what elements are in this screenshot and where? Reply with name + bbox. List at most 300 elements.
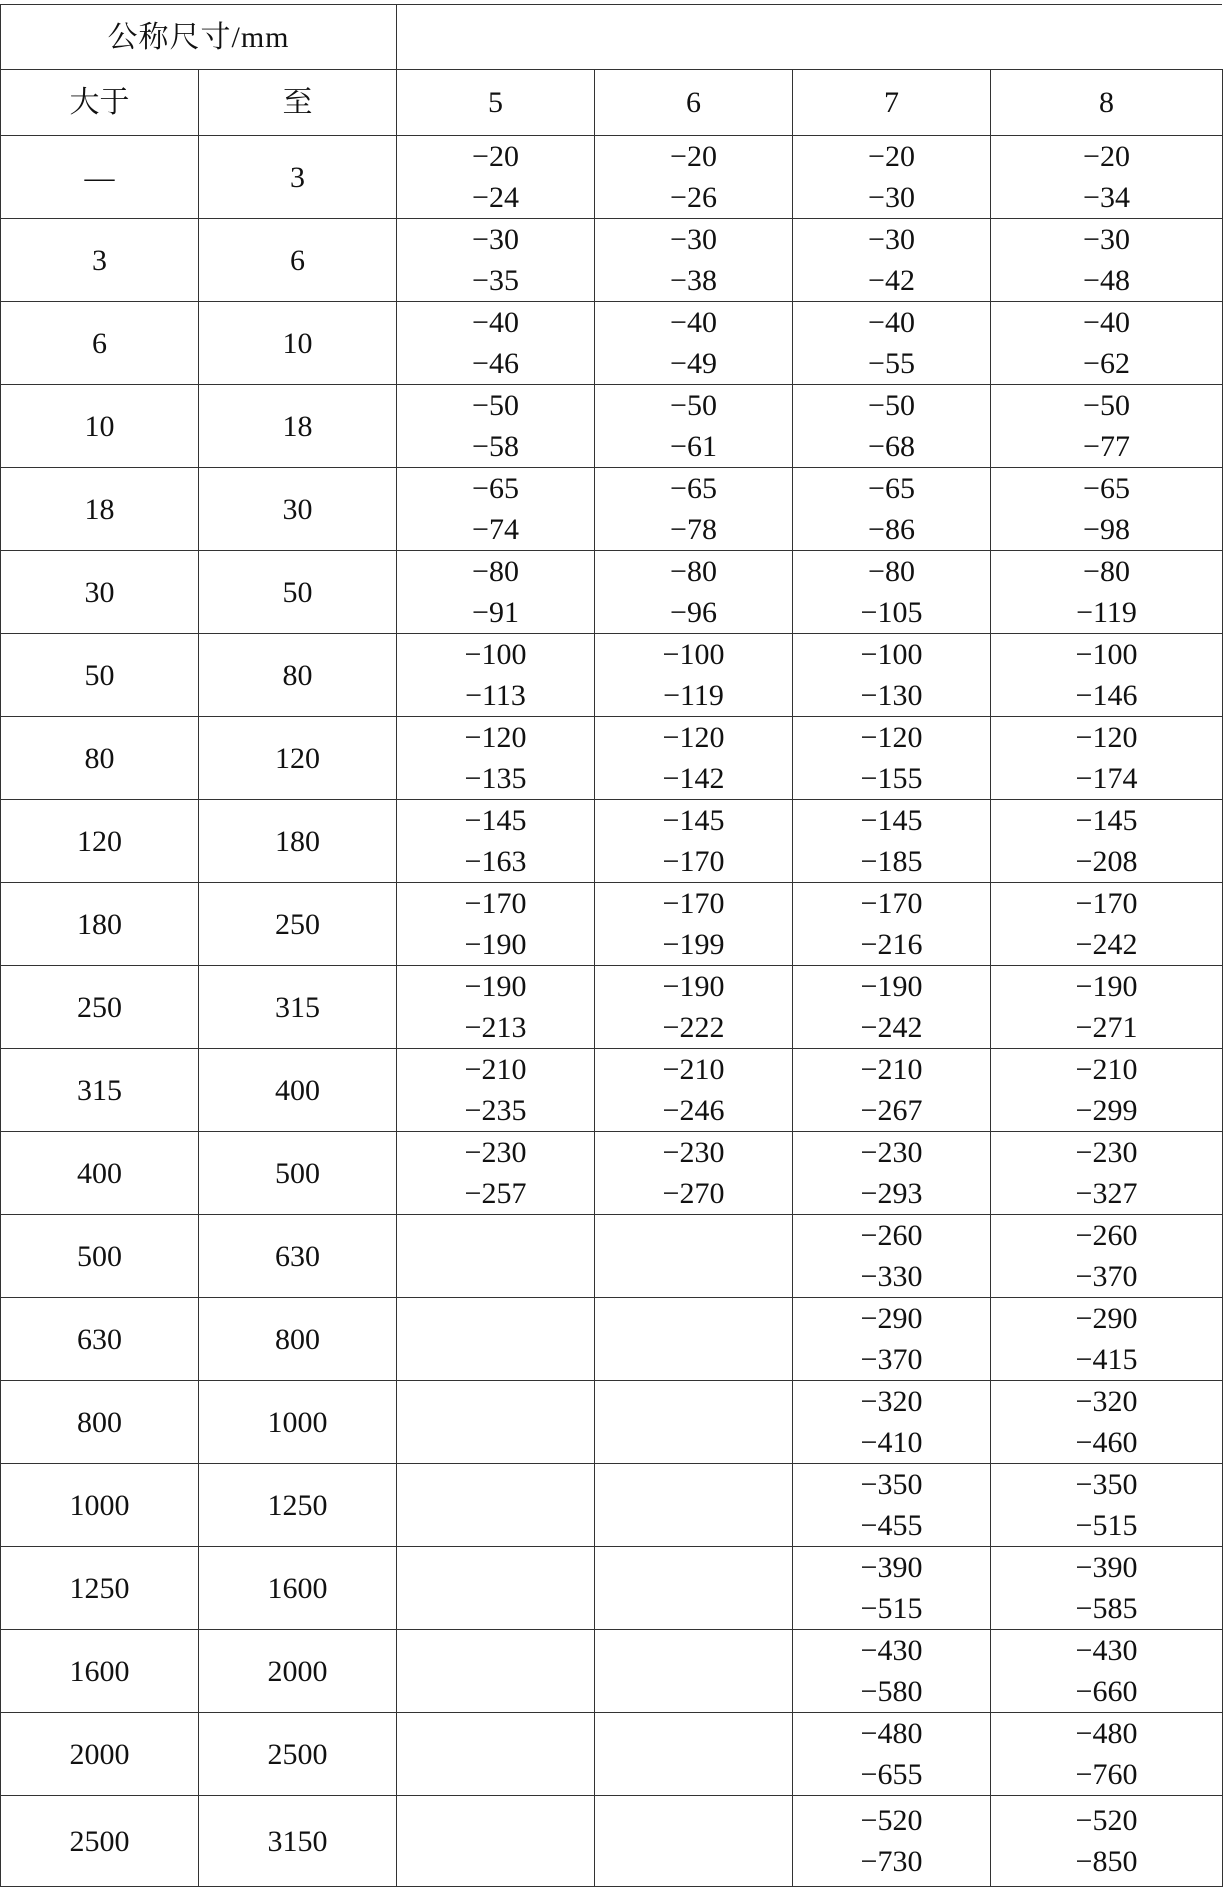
upper-deviation: −210 bbox=[860, 1053, 923, 1086]
upto-header: 至 bbox=[199, 70, 397, 136]
deviation-cell-g7 bbox=[793, 1049, 991, 1132]
grade-header-blank bbox=[397, 5, 1223, 70]
upto-cell: 50 bbox=[199, 551, 397, 634]
upper-deviation: −170 bbox=[860, 887, 923, 920]
deviation-cell-g6 bbox=[595, 1381, 793, 1464]
upto-cell: 30 bbox=[199, 468, 397, 551]
deviation-cell-g7 bbox=[793, 717, 991, 800]
lower-deviation: −42 bbox=[868, 264, 915, 297]
lower-deviation: −91 bbox=[472, 596, 519, 629]
deviation-cell-g8 bbox=[991, 800, 1223, 883]
upper-deviation: −210 bbox=[1075, 1053, 1138, 1086]
table-row bbox=[1, 800, 1223, 883]
deviation-cell-g5 bbox=[397, 302, 595, 385]
upper-deviation: −50 bbox=[868, 389, 915, 422]
deviation-cell-g5 bbox=[397, 717, 595, 800]
deviation-cell-g7 bbox=[793, 302, 991, 385]
deviation-cell-g6 bbox=[595, 136, 793, 219]
lower-deviation: −327 bbox=[1075, 1177, 1138, 1210]
deviation-pair bbox=[397, 800, 594, 882]
upper-deviation: −80 bbox=[868, 555, 915, 588]
deviation-pair bbox=[793, 1298, 990, 1380]
deviation-pair bbox=[793, 966, 990, 1048]
lower-deviation: −48 bbox=[1083, 264, 1130, 297]
upper-deviation: −290 bbox=[860, 1302, 923, 1335]
deviation-pair bbox=[991, 1298, 1222, 1380]
upper-deviation: −65 bbox=[472, 472, 519, 505]
lower-deviation: −155 bbox=[860, 762, 923, 795]
table-row bbox=[1, 468, 1223, 551]
upper-deviation: −30 bbox=[670, 223, 717, 256]
over-cell: 80 bbox=[1, 717, 199, 800]
table-row bbox=[1, 302, 1223, 385]
lower-deviation: −271 bbox=[1075, 1011, 1138, 1044]
deviation-cell-g6 bbox=[595, 883, 793, 966]
over-cell: 250 bbox=[1, 966, 199, 1049]
deviation-pair bbox=[991, 1132, 1222, 1214]
lower-deviation: −61 bbox=[670, 430, 717, 463]
lower-deviation: −515 bbox=[1075, 1509, 1138, 1542]
deviation-pair bbox=[793, 1215, 990, 1297]
upto-cell: 80 bbox=[199, 634, 397, 717]
lower-deviation: −460 bbox=[1075, 1426, 1138, 1459]
deviation-cell-g7 bbox=[793, 468, 991, 551]
lower-deviation: −208 bbox=[1075, 845, 1138, 878]
deviation-pair bbox=[595, 1049, 792, 1131]
deviation-pair bbox=[397, 1049, 594, 1131]
deviation-cell-g6 bbox=[595, 551, 793, 634]
upper-deviation: −100 bbox=[1075, 638, 1138, 671]
deviation-pair bbox=[595, 717, 792, 799]
lower-deviation: −580 bbox=[860, 1675, 923, 1708]
lower-deviation: −293 bbox=[860, 1177, 923, 1210]
upper-deviation: −230 bbox=[860, 1136, 923, 1169]
deviation-cell-g8 bbox=[991, 302, 1223, 385]
lower-deviation: −74 bbox=[472, 513, 519, 546]
nominal-size-header: 公称尺寸/mm bbox=[1, 5, 397, 70]
table-row bbox=[1, 1630, 1223, 1713]
deviation-pair bbox=[991, 302, 1222, 384]
lower-deviation: −142 bbox=[662, 762, 725, 795]
upper-deviation: −40 bbox=[670, 306, 717, 339]
upper-deviation: −20 bbox=[472, 140, 519, 173]
deviation-cell-g8 bbox=[991, 634, 1223, 717]
deviation-cell-g8 bbox=[991, 1049, 1223, 1132]
upto-cell: 250 bbox=[199, 883, 397, 966]
upto-cell: 2000 bbox=[199, 1630, 397, 1713]
lower-deviation: −46 bbox=[472, 347, 519, 380]
over-cell: 500 bbox=[1, 1215, 199, 1298]
lower-deviation: −135 bbox=[464, 762, 527, 795]
upper-deviation: −80 bbox=[472, 555, 519, 588]
lower-deviation: −199 bbox=[662, 928, 725, 961]
deviation-cell-g5 bbox=[397, 1298, 595, 1381]
deviation-cell-g8 bbox=[991, 1464, 1223, 1547]
deviation-pair bbox=[991, 1381, 1222, 1463]
lower-deviation: −35 bbox=[472, 264, 519, 297]
lower-deviation: −119 bbox=[663, 679, 724, 712]
deviation-cell-g5 bbox=[397, 1132, 595, 1215]
over-cell: 400 bbox=[1, 1132, 199, 1215]
deviation-cell-g8 bbox=[991, 136, 1223, 219]
upper-deviation: −80 bbox=[670, 555, 717, 588]
over-cell: 180 bbox=[1, 883, 199, 966]
lower-deviation: −130 bbox=[860, 679, 923, 712]
deviation-cell-g5 bbox=[397, 136, 595, 219]
over-cell: 1250 bbox=[1, 1547, 199, 1630]
lower-deviation: −163 bbox=[464, 845, 527, 878]
deviation-pair bbox=[397, 966, 594, 1048]
upper-deviation: −230 bbox=[464, 1136, 527, 1169]
deviation-cell-g8 bbox=[991, 468, 1223, 551]
deviation-pair bbox=[793, 1381, 990, 1463]
lower-deviation: −216 bbox=[860, 928, 923, 961]
lower-deviation: −515 bbox=[860, 1592, 923, 1625]
deviation-pair bbox=[991, 136, 1222, 218]
deviation-pair bbox=[595, 468, 792, 550]
upto-cell: 800 bbox=[199, 1298, 397, 1381]
upper-deviation: −390 bbox=[1075, 1551, 1138, 1584]
deviation-pair bbox=[595, 136, 792, 218]
lower-deviation: −850 bbox=[1075, 1845, 1138, 1878]
deviation-cell-g6 bbox=[595, 468, 793, 551]
deviation-cell-g6 bbox=[595, 966, 793, 1049]
lower-deviation: −26 bbox=[670, 181, 717, 214]
deviation-pair bbox=[793, 468, 990, 550]
lower-deviation: −96 bbox=[670, 596, 717, 629]
deviation-cell-g5 bbox=[397, 800, 595, 883]
upto-cell: 500 bbox=[199, 1132, 397, 1215]
deviation-pair bbox=[991, 551, 1222, 633]
table-row bbox=[1, 136, 1223, 219]
deviation-cell-g7 bbox=[793, 551, 991, 634]
upper-deviation: −50 bbox=[1083, 389, 1130, 422]
lower-deviation: −113 bbox=[465, 679, 526, 712]
deviation-cell-g5 bbox=[397, 883, 595, 966]
upper-deviation: −65 bbox=[670, 472, 717, 505]
upper-deviation: −100 bbox=[662, 638, 725, 671]
upto-cell: 3 bbox=[199, 136, 397, 219]
deviation-cell-g7 bbox=[793, 800, 991, 883]
upper-deviation: −170 bbox=[464, 887, 527, 920]
upper-deviation: −320 bbox=[1075, 1385, 1138, 1418]
deviation-pair bbox=[793, 1132, 990, 1214]
upper-deviation: −30 bbox=[868, 223, 915, 256]
table-row bbox=[1, 1298, 1223, 1381]
lower-deviation: −55 bbox=[868, 347, 915, 380]
over-cell: 800 bbox=[1, 1381, 199, 1464]
lower-deviation: −655 bbox=[860, 1758, 923, 1791]
deviation-pair bbox=[793, 385, 990, 467]
lower-deviation: −24 bbox=[472, 181, 519, 214]
grade-7-header: 7 bbox=[793, 70, 991, 136]
upper-deviation: −520 bbox=[860, 1804, 923, 1837]
deviation-pair bbox=[595, 385, 792, 467]
deviation-pair bbox=[991, 385, 1222, 467]
deviation-cell-g7 bbox=[793, 1547, 991, 1630]
lower-deviation: −38 bbox=[670, 264, 717, 297]
lower-deviation: −174 bbox=[1075, 762, 1138, 795]
lower-deviation: −299 bbox=[1075, 1094, 1138, 1127]
deviation-cell-g6 bbox=[595, 1630, 793, 1713]
deviation-pair bbox=[793, 1049, 990, 1131]
header-row-sub bbox=[1, 70, 1223, 136]
upper-deviation: −40 bbox=[472, 306, 519, 339]
deviation-cell-g8 bbox=[991, 717, 1223, 800]
lower-deviation: −730 bbox=[860, 1845, 923, 1878]
upper-deviation: −120 bbox=[1075, 721, 1138, 754]
upper-deviation: −190 bbox=[1075, 970, 1138, 1003]
over-cell: 18 bbox=[1, 468, 199, 551]
deviation-cell-g8 bbox=[991, 1713, 1223, 1796]
deviation-cell-g6 bbox=[595, 1215, 793, 1298]
lower-deviation: −170 bbox=[662, 845, 725, 878]
table-row bbox=[1, 1049, 1223, 1132]
upper-deviation: −145 bbox=[464, 804, 527, 837]
deviation-pair bbox=[793, 634, 990, 716]
deviation-cell-g8 bbox=[991, 1547, 1223, 1630]
over-cell: 30 bbox=[1, 551, 199, 634]
deviation-cell-g7 bbox=[793, 385, 991, 468]
upto-cell: 2500 bbox=[199, 1713, 397, 1796]
deviation-cell-g7 bbox=[793, 1381, 991, 1464]
deviation-cell-g5 bbox=[397, 219, 595, 302]
deviation-cell-g6 bbox=[595, 1464, 793, 1547]
deviation-cell-g7 bbox=[793, 136, 991, 219]
lower-deviation: −660 bbox=[1075, 1675, 1138, 1708]
lower-deviation: −146 bbox=[1075, 679, 1138, 712]
deviation-pair bbox=[595, 551, 792, 633]
deviation-cell-g6 bbox=[595, 1298, 793, 1381]
upto-cell: 1250 bbox=[199, 1464, 397, 1547]
deviation-pair bbox=[793, 136, 990, 218]
deviation-cell-g5 bbox=[397, 385, 595, 468]
deviation-cell-g7 bbox=[793, 1713, 991, 1796]
over-cell: — bbox=[1, 136, 199, 219]
deviation-pair bbox=[793, 1800, 990, 1882]
deviation-pair bbox=[397, 551, 594, 633]
lower-deviation: −68 bbox=[868, 430, 915, 463]
deviation-cell-g5 bbox=[397, 1381, 595, 1464]
lower-deviation: −585 bbox=[1075, 1592, 1138, 1625]
upper-deviation: −390 bbox=[860, 1551, 923, 1584]
deviation-pair bbox=[397, 219, 594, 301]
lower-deviation: −267 bbox=[860, 1094, 923, 1127]
table-row bbox=[1, 1796, 1223, 1887]
grade-5-header: 5 bbox=[397, 70, 595, 136]
grade-8-header: 8 bbox=[991, 70, 1223, 136]
deviation-pair bbox=[991, 717, 1222, 799]
deviation-cell-g8 bbox=[991, 1381, 1223, 1464]
deviation-pair bbox=[595, 634, 792, 716]
deviation-pair bbox=[397, 136, 594, 218]
upper-deviation: −350 bbox=[1075, 1468, 1138, 1501]
lower-deviation: −86 bbox=[868, 513, 915, 546]
deviation-pair bbox=[991, 1049, 1222, 1131]
deviation-cell-g5 bbox=[397, 1464, 595, 1547]
deviation-pair bbox=[793, 1630, 990, 1712]
deviation-cell-g7 bbox=[793, 1796, 991, 1887]
over-header: 大于 bbox=[1, 70, 199, 136]
deviation-cell-g6 bbox=[595, 1713, 793, 1796]
deviation-cell-g5 bbox=[397, 1630, 595, 1713]
table-row bbox=[1, 1132, 1223, 1215]
upper-deviation: −50 bbox=[472, 389, 519, 422]
upper-deviation: −350 bbox=[860, 1468, 923, 1501]
upto-cell: 1600 bbox=[199, 1547, 397, 1630]
upto-cell: 3150 bbox=[199, 1796, 397, 1887]
deviation-pair bbox=[595, 219, 792, 301]
deviation-pair bbox=[793, 883, 990, 965]
header-row-top bbox=[1, 5, 1223, 70]
upper-deviation: −170 bbox=[662, 887, 725, 920]
deviation-pair bbox=[793, 1547, 990, 1629]
deviation-cell-g5 bbox=[397, 634, 595, 717]
table-row bbox=[1, 883, 1223, 966]
deviation-pair bbox=[991, 883, 1222, 965]
upto-cell: 630 bbox=[199, 1215, 397, 1298]
deviation-cell-g7 bbox=[793, 1132, 991, 1215]
upper-deviation: −260 bbox=[1075, 1219, 1138, 1252]
over-cell: 3 bbox=[1, 219, 199, 302]
upper-deviation: −20 bbox=[1083, 140, 1130, 173]
upper-deviation: −190 bbox=[860, 970, 923, 1003]
upper-deviation: −430 bbox=[1075, 1634, 1138, 1667]
deviation-cell-g8 bbox=[991, 1298, 1223, 1381]
over-cell: 2500 bbox=[1, 1796, 199, 1887]
deviation-cell-g7 bbox=[793, 1215, 991, 1298]
deviation-pair bbox=[991, 966, 1222, 1048]
upper-deviation: −480 bbox=[860, 1717, 923, 1750]
upper-deviation: −80 bbox=[1083, 555, 1130, 588]
upper-deviation: −230 bbox=[662, 1136, 725, 1169]
upper-deviation: −120 bbox=[464, 721, 527, 754]
deviation-cell-g5 bbox=[397, 1049, 595, 1132]
lower-deviation: −370 bbox=[860, 1343, 923, 1376]
deviation-cell-g5 bbox=[397, 1713, 595, 1796]
lower-deviation: −58 bbox=[472, 430, 519, 463]
lower-deviation: −77 bbox=[1083, 430, 1130, 463]
deviation-cell-g7 bbox=[793, 634, 991, 717]
upper-deviation: −120 bbox=[662, 721, 725, 754]
deviation-pair bbox=[793, 717, 990, 799]
deviation-cell-g7 bbox=[793, 883, 991, 966]
deviation-cell-g6 bbox=[595, 385, 793, 468]
deviation-cell-g7 bbox=[793, 1630, 991, 1713]
deviation-pair bbox=[793, 1713, 990, 1795]
deviation-cell-g5 bbox=[397, 1547, 595, 1630]
deviation-cell-g6 bbox=[595, 800, 793, 883]
deviation-pair bbox=[793, 302, 990, 384]
deviation-cell-g6 bbox=[595, 1796, 793, 1887]
lower-deviation: −370 bbox=[1075, 1260, 1138, 1293]
upper-deviation: −65 bbox=[1083, 472, 1130, 505]
deviation-pair bbox=[397, 302, 594, 384]
lower-deviation: −185 bbox=[860, 845, 923, 878]
upper-deviation: −170 bbox=[1075, 887, 1138, 920]
lower-deviation: −34 bbox=[1083, 181, 1130, 214]
deviation-pair bbox=[991, 468, 1222, 550]
deviation-cell-g8 bbox=[991, 1796, 1223, 1887]
upper-deviation: −30 bbox=[472, 223, 519, 256]
upper-deviation: −290 bbox=[1075, 1302, 1138, 1335]
deviation-pair bbox=[991, 1464, 1222, 1546]
table-row bbox=[1, 1713, 1223, 1796]
deviation-pair bbox=[397, 717, 594, 799]
deviation-cell-g8 bbox=[991, 219, 1223, 302]
deviation-cell-g5 bbox=[397, 1215, 595, 1298]
upper-deviation: −260 bbox=[860, 1219, 923, 1252]
upper-deviation: −20 bbox=[868, 140, 915, 173]
lower-deviation: −415 bbox=[1075, 1343, 1138, 1376]
lower-deviation: −213 bbox=[464, 1011, 527, 1044]
deviation-pair bbox=[397, 385, 594, 467]
upto-cell: 18 bbox=[199, 385, 397, 468]
over-cell: 315 bbox=[1, 1049, 199, 1132]
lower-deviation: −242 bbox=[1075, 928, 1138, 961]
deviation-cell-g8 bbox=[991, 385, 1223, 468]
deviation-cell-g5 bbox=[397, 1796, 595, 1887]
upper-deviation: −210 bbox=[662, 1053, 725, 1086]
lower-deviation: −62 bbox=[1083, 347, 1130, 380]
deviation-pair bbox=[397, 468, 594, 550]
lower-deviation: −119 bbox=[1076, 596, 1137, 629]
over-cell: 6 bbox=[1, 302, 199, 385]
upper-deviation: −190 bbox=[464, 970, 527, 1003]
deviation-pair bbox=[397, 1132, 594, 1214]
deviation-cell-g8 bbox=[991, 1215, 1223, 1298]
upto-cell: 180 bbox=[199, 800, 397, 883]
table-row bbox=[1, 1381, 1223, 1464]
deviation-cell-g8 bbox=[991, 1630, 1223, 1713]
upto-cell: 400 bbox=[199, 1049, 397, 1132]
deviation-cell-g6 bbox=[595, 1049, 793, 1132]
over-cell: 50 bbox=[1, 634, 199, 717]
deviation-pair bbox=[991, 1215, 1222, 1297]
deviation-pair bbox=[793, 551, 990, 633]
table-row bbox=[1, 551, 1223, 634]
table-row bbox=[1, 219, 1223, 302]
deviation-cell-g8 bbox=[991, 883, 1223, 966]
deviation-pair bbox=[595, 1132, 792, 1214]
deviation-pair bbox=[595, 883, 792, 965]
deviation-pair bbox=[991, 800, 1222, 882]
lower-deviation: −257 bbox=[464, 1177, 527, 1210]
table-row bbox=[1, 1464, 1223, 1547]
upper-deviation: −145 bbox=[1075, 804, 1138, 837]
deviation-cell-g5 bbox=[397, 966, 595, 1049]
upper-deviation: −190 bbox=[662, 970, 725, 1003]
deviation-pair bbox=[991, 1547, 1222, 1629]
over-cell: 1000 bbox=[1, 1464, 199, 1547]
lower-deviation: −455 bbox=[860, 1509, 923, 1542]
upper-deviation: −145 bbox=[860, 804, 923, 837]
over-cell: 630 bbox=[1, 1298, 199, 1381]
upper-deviation: −145 bbox=[662, 804, 725, 837]
upper-deviation: −480 bbox=[1075, 1717, 1138, 1750]
deviation-pair bbox=[991, 1713, 1222, 1795]
deviation-pair bbox=[991, 634, 1222, 716]
lower-deviation: −235 bbox=[464, 1094, 527, 1127]
upper-deviation: −430 bbox=[860, 1634, 923, 1667]
lower-deviation: −98 bbox=[1083, 513, 1130, 546]
deviation-pair bbox=[595, 302, 792, 384]
lower-deviation: −330 bbox=[860, 1260, 923, 1293]
deviation-cell-g6 bbox=[595, 219, 793, 302]
tolerance-table bbox=[0, 4, 1223, 1887]
over-cell: 2000 bbox=[1, 1713, 199, 1796]
deviation-cell-g8 bbox=[991, 1132, 1223, 1215]
